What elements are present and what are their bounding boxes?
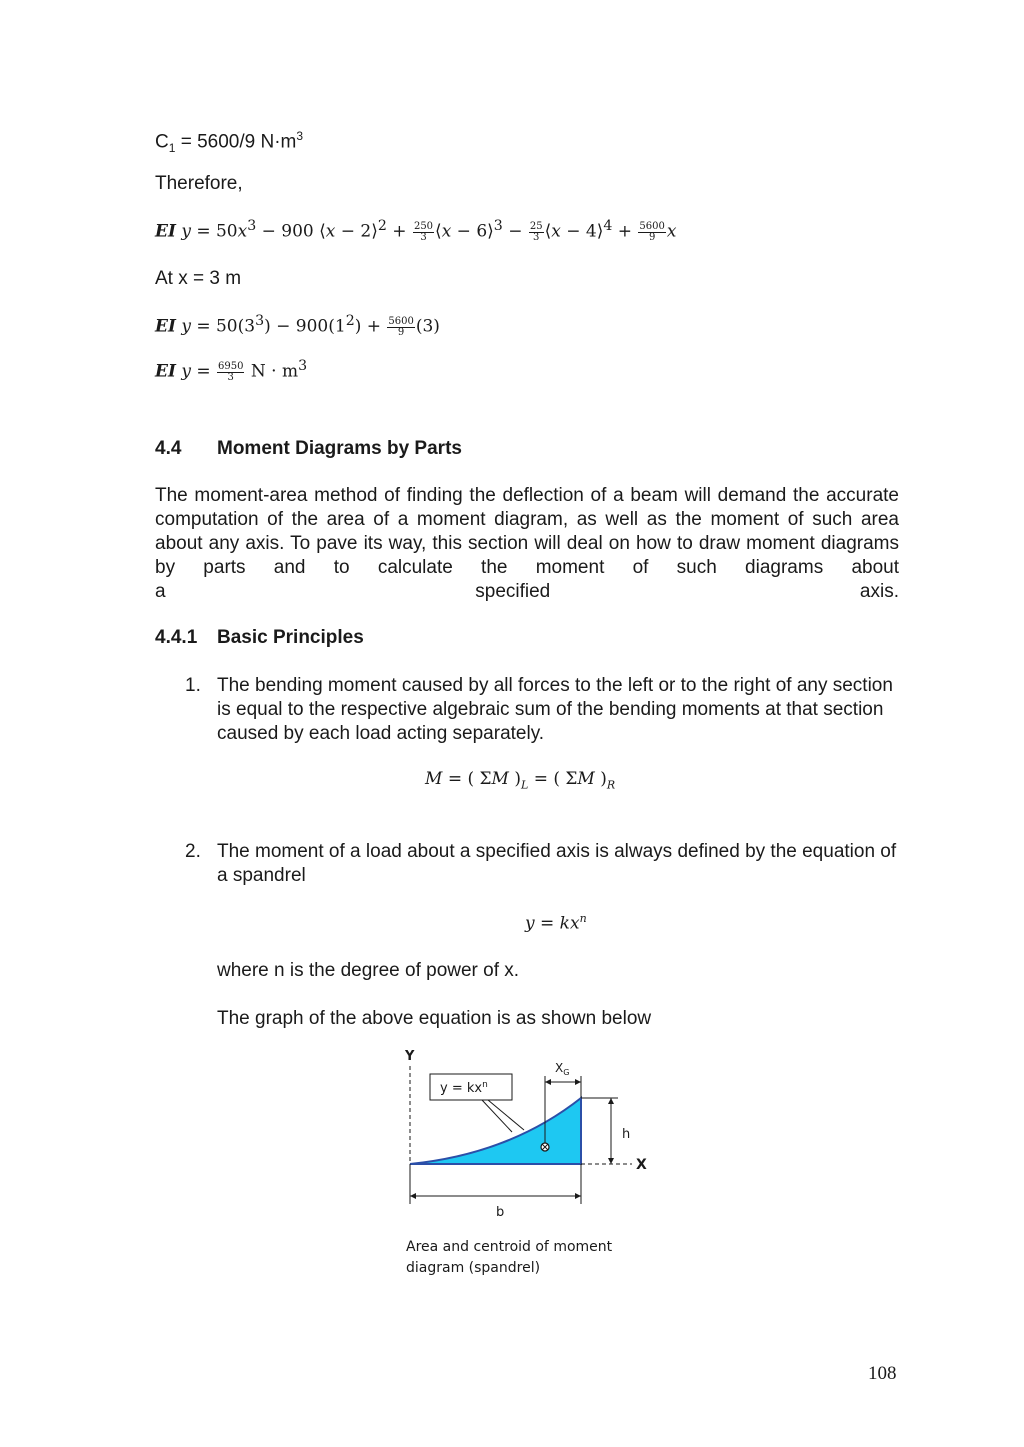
where-text: where n is the degree of power of x.: [217, 960, 520, 981]
substitution-equation: EI $y = 50(3^3) - 900(1^2)$ + $\frac{5600}{9}$ (3): [155, 313, 440, 338]
xg-label: $X_G$: [555, 1061, 570, 1077]
paragraph-body: The moment-area method of finding the deflection of a beam will demand the accurate computation of the area of a moment diagram, as well as the moment of such area about any axis. To pave its way, this section will deal on how to draw moment diagrams by parts and to calculate the moment of such diagrams about: [155, 485, 899, 578]
x-axis-label: X: [636, 1157, 647, 1173]
spandrel-area: [410, 1098, 581, 1164]
at-x-text: At x = 3 m: [155, 268, 242, 289]
figure-caption-line1: Area and centroid of moment: [406, 1239, 613, 1255]
section-title: Moment Diagrams by Parts: [217, 438, 462, 459]
graph-intro-text: The graph of the above equation is as shown below: [217, 1008, 652, 1029]
section-number: 4.4: [155, 438, 182, 459]
result-equation: EI y = $\frac{6950}{3}$ $N \cdot m^3$: [155, 358, 308, 383]
page-number: 108: [868, 1363, 897, 1384]
paragraph-last-line: a specified axis.: [155, 581, 899, 602]
spandrel-figure: [400, 1046, 660, 1286]
therefore-text: Therefore,: [155, 173, 243, 194]
h-label: h: [622, 1127, 631, 1142]
subsection-title: Basic Principles: [217, 627, 364, 648]
curve-label: $y = kx^n$: [440, 1080, 488, 1096]
moment-sum-equation: M = ( ΣM )$_L$ = ( ΣM )$_R$: [425, 769, 616, 792]
spandrel-equation: $y = kx^n$: [525, 912, 587, 934]
figure-caption-line2: diagram (spandrel): [406, 1260, 541, 1276]
section-paragraph: [155, 484, 899, 604]
subsection-number: 4.4.1: [155, 627, 198, 648]
c1-line: $C_1 = 5600/9$ $N\cdot m^3$: [155, 129, 304, 156]
deflection-equation: EI $y = 50x^3 - 900$ ⟨x − 2⟩$^2$ + $\frac{250}{3}$ ⟨x − 6⟩$^3$ − $\frac{25}{3}$ ⟨x − 4⟩$^4$ + $\frac{5600}{9}$ x: [155, 218, 677, 243]
b-label: b: [496, 1205, 505, 1220]
y-axis-label: Y: [405, 1049, 415, 1064]
